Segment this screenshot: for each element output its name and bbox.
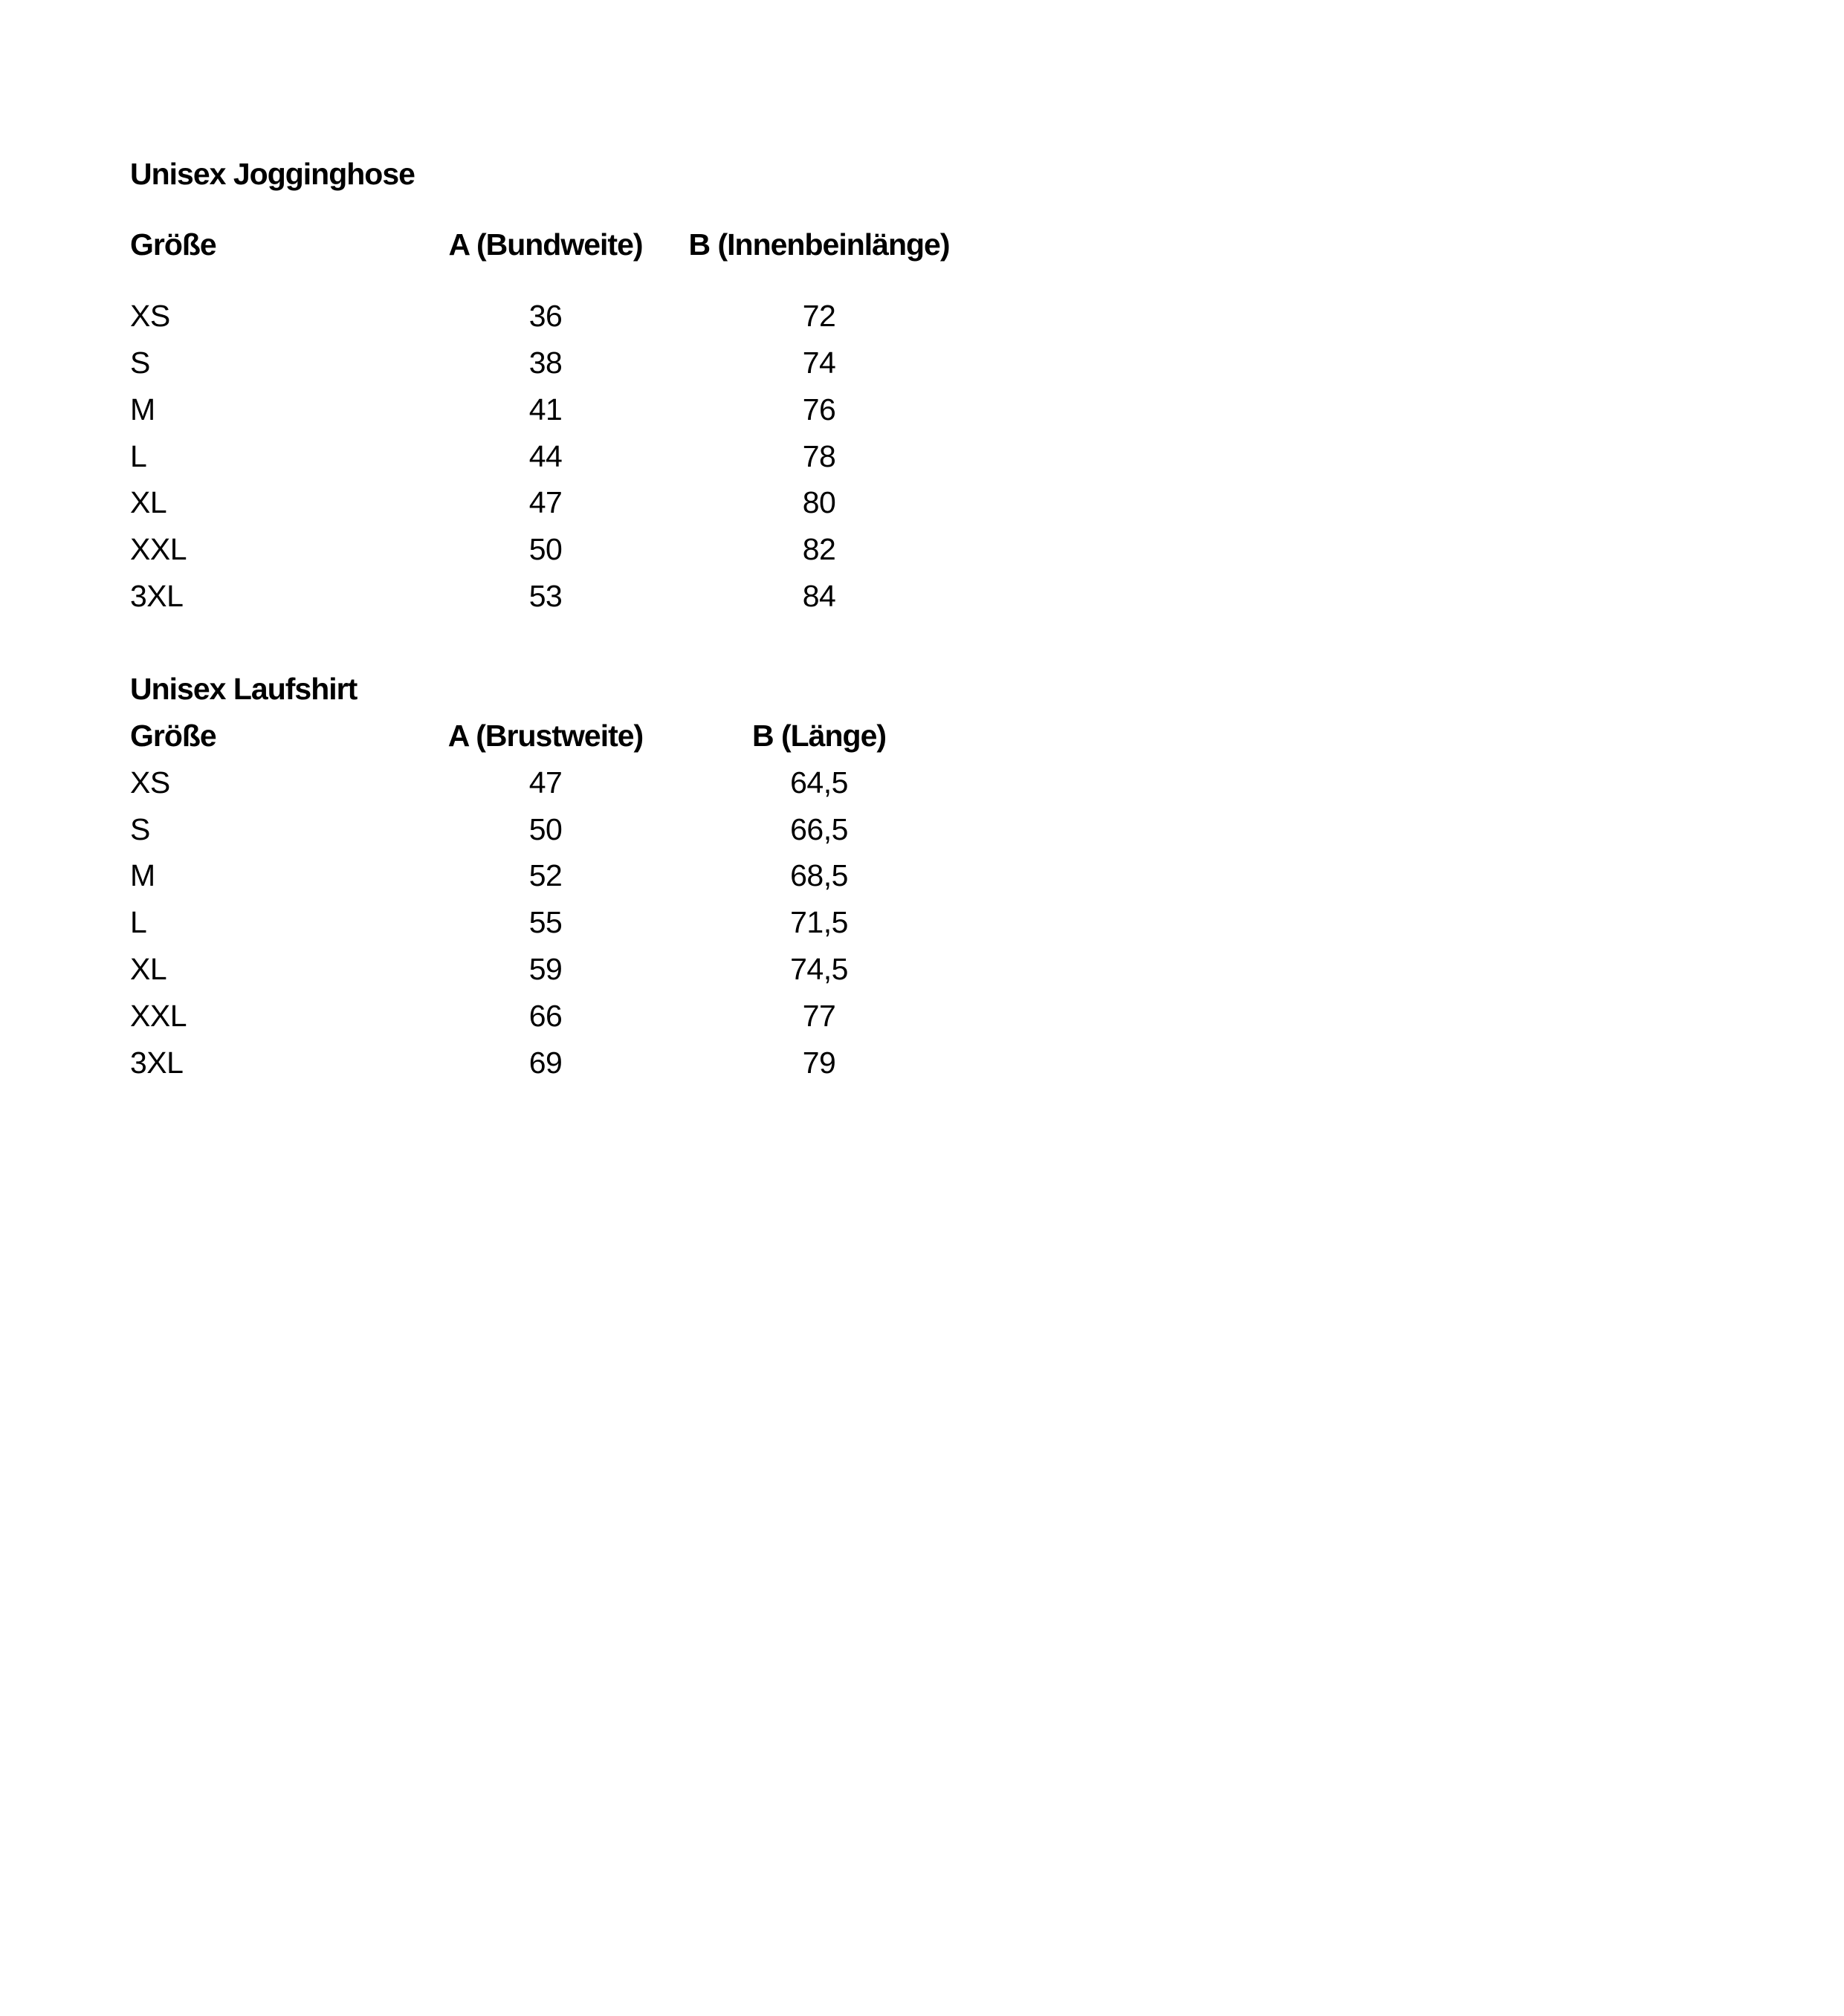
header-b: B (Länge) <box>751 719 887 753</box>
header-a: A (Bundweite) <box>448 227 643 262</box>
cell-size: M <box>130 858 155 892</box>
cell-size: XXL <box>130 999 187 1033</box>
cell-b: 77 <box>802 999 836 1033</box>
cell-b: 82 <box>802 532 836 566</box>
cell-size: S <box>130 812 150 846</box>
header-b: B (Innenbeinlänge) <box>688 227 950 262</box>
cell-b: 80 <box>802 485 836 519</box>
cell-size: XL <box>130 952 167 986</box>
cell-size: L <box>130 439 147 473</box>
cell-size: XS <box>130 299 170 333</box>
cell-b: 68,5 <box>790 858 848 892</box>
cell-size: 3XL <box>130 1046 184 1080</box>
cell-a: 47 <box>528 485 563 519</box>
cell-a: 38 <box>528 346 563 380</box>
cell-a: 47 <box>528 765 563 800</box>
cell-size: M <box>130 392 155 427</box>
cell-a: 52 <box>528 858 563 892</box>
cell-b: 79 <box>802 1046 836 1080</box>
cell-b: 64,5 <box>790 765 848 800</box>
cell-b: 66,5 <box>790 812 848 846</box>
cell-a: 36 <box>528 299 563 333</box>
table-title: Unisex Laufshirt <box>130 672 358 706</box>
cell-size: S <box>130 346 150 380</box>
cell-a: 41 <box>528 392 563 427</box>
cell-a: 55 <box>528 905 563 939</box>
cell-a: 44 <box>528 439 563 473</box>
cell-a: 50 <box>528 812 563 846</box>
table-title: Unisex Jogginghose <box>130 157 415 191</box>
cell-a: 69 <box>528 1046 563 1080</box>
cell-b: 72 <box>802 299 836 333</box>
header-a: A (Brustweite) <box>447 719 644 753</box>
cell-b: 74 <box>802 346 836 380</box>
cell-size: XS <box>130 765 170 800</box>
cell-a: 53 <box>528 579 563 613</box>
cell-b: 78 <box>802 439 836 473</box>
cell-a: 66 <box>528 999 563 1033</box>
cell-size: XXL <box>130 532 187 566</box>
cell-b: 84 <box>802 579 836 613</box>
header-size: Größe <box>130 227 216 262</box>
cell-size: L <box>130 905 147 939</box>
header-size: Größe <box>130 719 216 753</box>
cell-b: 74,5 <box>790 952 848 986</box>
cell-size: 3XL <box>130 579 184 613</box>
cell-b: 71,5 <box>790 905 848 939</box>
cell-a: 59 <box>528 952 563 986</box>
cell-a: 50 <box>528 532 563 566</box>
cell-size: XL <box>130 485 167 519</box>
cell-b: 76 <box>802 392 836 427</box>
